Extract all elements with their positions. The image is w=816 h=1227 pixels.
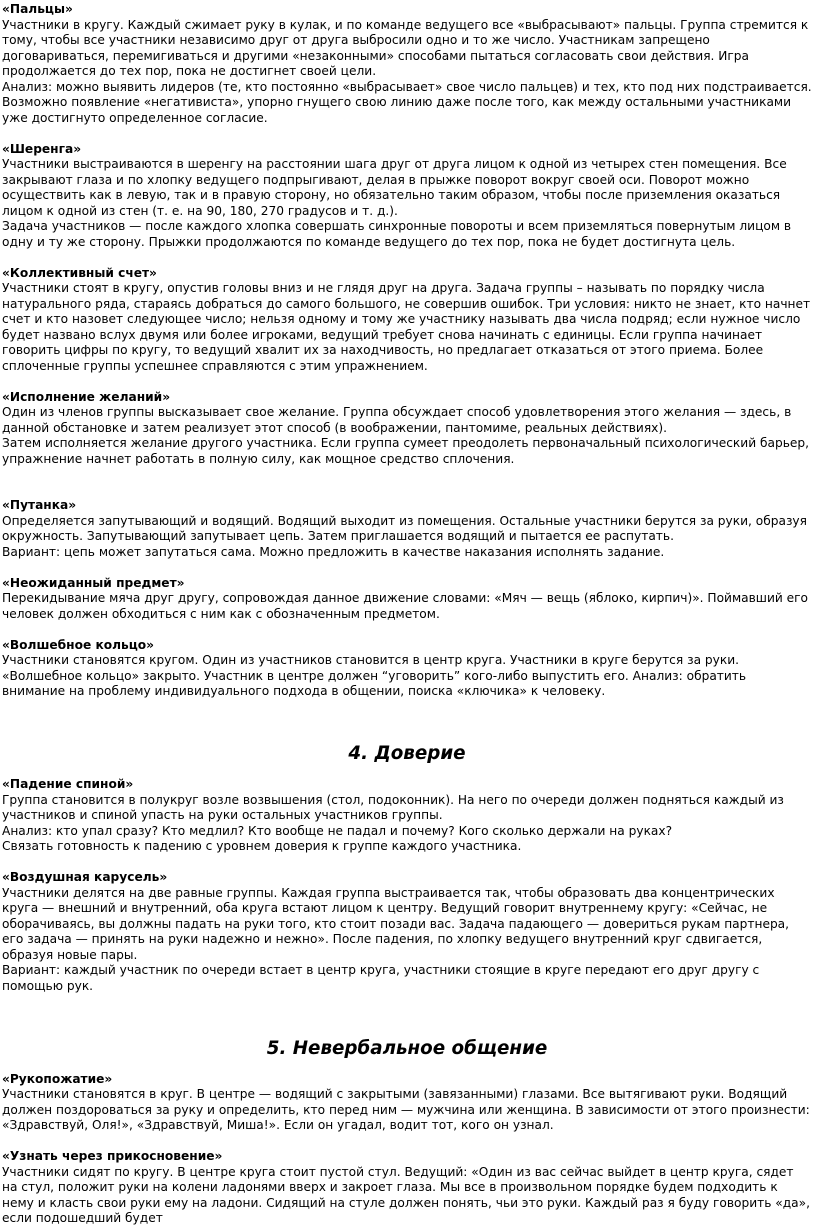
exercise-title: «Волшебное кольцо» (2, 637, 155, 652)
exercise-recognize-by-touch (2, 1149, 812, 1227)
exercise-title: «Путанка» (2, 498, 77, 512)
exercise-description: Один из членов группы высказывает свое желание. Группа обсуждает способ удовлетворения этого желания — здесь, в данной обстановке и затем реализует этот способ (в воображении, пантомиме, реальных действиях). (2, 405, 792, 435)
exercise-variant: Вариант: цепь может запутаться сама. Можно предложить в качестве наказания исполнять задание. (2, 544, 665, 559)
exercise-variant: Вариант: каждый участник по очереди встает в центр круга, участники стоящие в круге передают его друг другу с помощью рук. (2, 963, 760, 993)
exercise-analysis: Анализ: можно выявить лидеров (те, кто постоянно «выбрасывает» свое число пальцев) и тех, кто под них подстраивается. Возможно появление «негативиста», упорно гнущего свою линию даже после того, как между остальными участниками уже достигнуто определенное согласие. (2, 79, 812, 125)
exercise-magic-ring (2, 638, 812, 700)
chapter-heading-trust: 4. Доверие (348, 743, 466, 764)
chapter-heading-nonverbal: 5. Невербальное общение (266, 1037, 548, 1059)
exercise-description: Участники делятся на две равные группы. Каждая группа выстраивается так, чтобы образовать два концентрических круга — внешний и внутренний, оба круга встают лицом к центру. Ведущий говорит внутреннему кругу: «Сейчас, не оборачиваясь, вы должны падать на руки того, кто стоит позади вас. Задача падающего — довериться рукам партнера, его задача — принять на руки надежно и нежно». После падения, по хлопку ведущего внутренний круг сдвигается, образуя новые пары. (2, 885, 790, 962)
exercise-title: «Шеренга» (2, 141, 82, 156)
exercise-title: «Пальцы» (2, 2, 73, 16)
exercise-title: «Исполнение желаний» (2, 389, 171, 404)
exercise-description: Перекидывание мяча друг другу, сопровождая данное движение словами: «Мяч — вещь (яблоко, кирпич)». Поймавший его человек должен обходиться с ним как с обозначенным предметом. (2, 591, 809, 621)
exercise-description: Группа становится в полукруг возле возвышения (стол, подоконник). На него по очереди должен подняться каждый из участников и спиной упасть на руки остальных участников группы. (2, 792, 784, 822)
exercise-title: «Рукопожатие» (2, 1071, 113, 1086)
exercise-handshake (2, 1072, 812, 1134)
exercise-description: Участники сидят по кругу. В центре круга стоит пустой стул. Ведущий: «Один из вас сейчас выйдет в центр круга, сядет на стул, положит руки на колени ладонями вверх и закроет глаза. Мы все в произвольном порядке будем подходить к нему и класть свои руки ему на ладони. Сидящий на стуле должен понять, чьи это руки. Каждый раз я буду говорить «да», если подошедший будет (2, 1164, 810, 1225)
exercise-description: Участники становятся в круг. В центре — водящий с закрытыми (завязанными) глазами. Все вытягивают руки. Водящий должен поздороваться за руку и определить, кто перед ним — мужчина или женщина. В зависимости от этого произнести: «Здравствуй, Оля!», «Здравствуй, Миша!». Если он угадал, водит тот, кого он узнал. (2, 1087, 810, 1132)
exercise-description: Участники становятся кругом. Один из участников становится в центр круга. Участники в круге берутся за руки. «Волшебное кольцо» закрыто. Участник в центре должен “уговорить” кого-либо выпустить его. Анализ: обратить внимание на проблему индивидуального подхода в общении, поиска «ключика» к человеку. (2, 653, 747, 698)
exercise-line (2, 142, 812, 251)
exercise-title: «Воздушная карусель» (2, 870, 168, 884)
exercise-title: «Коллективный счет» (2, 265, 157, 280)
exercise-collective-count (2, 266, 812, 375)
exercise-analysis: Анализ: кто упал сразу? Кто медлил? Кто вообще не падал и почему? Кого сколько держали на руках? (2, 823, 673, 838)
exercise-wishes (2, 390, 812, 468)
exercise-title: «Падение спиной» (2, 777, 134, 791)
exercise-fall-back (2, 777, 812, 855)
exercise-description: Участники выстраиваются в шеренгу на расстоянии шага друг от друга лицом к одной из четырех стен помещения. Все закрывают глаза и по хлопку ведущего подпрыгивают, делая в прыжке поворот вокруг своей оси. Поворот можно осуществить как в левую, так и в правую сторону, но обязательно таким образом, чтобы после приземления оказаться лицом к одной из стен (т. е. на 90, 180, 270 градусов и т. д.). (2, 157, 787, 218)
exercise-description: Участники в кругу. Каждый сжимает руку в кулак, и по команде ведущего все «выбрасывают» пальцы. Группа стремится к тому, чтобы все участники независимо друг от друга выбросили одно и то же число. Участникам запрещено договариваться, перемигиваться и другими «незаконными» способами пытаться согласовать свои действия. Игра продолжается до тех пор, пока не достигнет своей цели. (2, 17, 809, 78)
exercise-tangle (2, 498, 812, 560)
exercise-note: Связать готовность к падению с уровнем доверия к группе каждого участника. (2, 839, 522, 853)
exercise-fingers (2, 2, 812, 126)
exercise-air-carousel (2, 870, 812, 994)
exercise-unexpected-object (2, 576, 812, 623)
exercise-title: «Узнать через прикосновение» (2, 1149, 223, 1163)
exercise-description: Участники стоят в кругу, опустив головы вниз и не глядя друг на друга. Задача группы – называть по порядку числа натурального ряда, стараясь добраться до самого большого, не совершив ошибок. Три условия: никто не знает, кто начнет счет и кто назовет следующее число; нельзя одному и тому же участнику называть два числа подряд; если нужное число будет названо вслух двумя или более игроками, ведущий требует снова начинать с единицы. Если группа начинает говорить цифры по кругу, то ведущий хвалит их за находчивость, но предлагает отказаться от этого приема. Более сплоченные группы успешнее справляются с этим упражнением. (2, 281, 811, 373)
exercise-continuation: Затем исполняется желание другого участника. Если группа сумеет преодолеть первоначальный психологический барьер, упражнение начнет работать в полную силу, как мощное средство сплочения. (2, 436, 810, 466)
exercise-description: Определяется запутывающий и водящий. Водящий выходит из помещения. Остальные участники берутся за руки, образуя окружность. Запутывающий запутывает цепь. Затем приглашается водящий и пытается ее распутать. (2, 513, 807, 543)
exercise-title: «Неожиданный предмет» (2, 575, 185, 590)
exercise-task: Задача участников — после каждого хлопка совершать синхронные повороты и всем приземляться повернутым лицом в одну и ту же сторону. Прыжки продолжаются по команде ведущего до тех пор, пока не будет достигнута цель. (2, 219, 792, 249)
